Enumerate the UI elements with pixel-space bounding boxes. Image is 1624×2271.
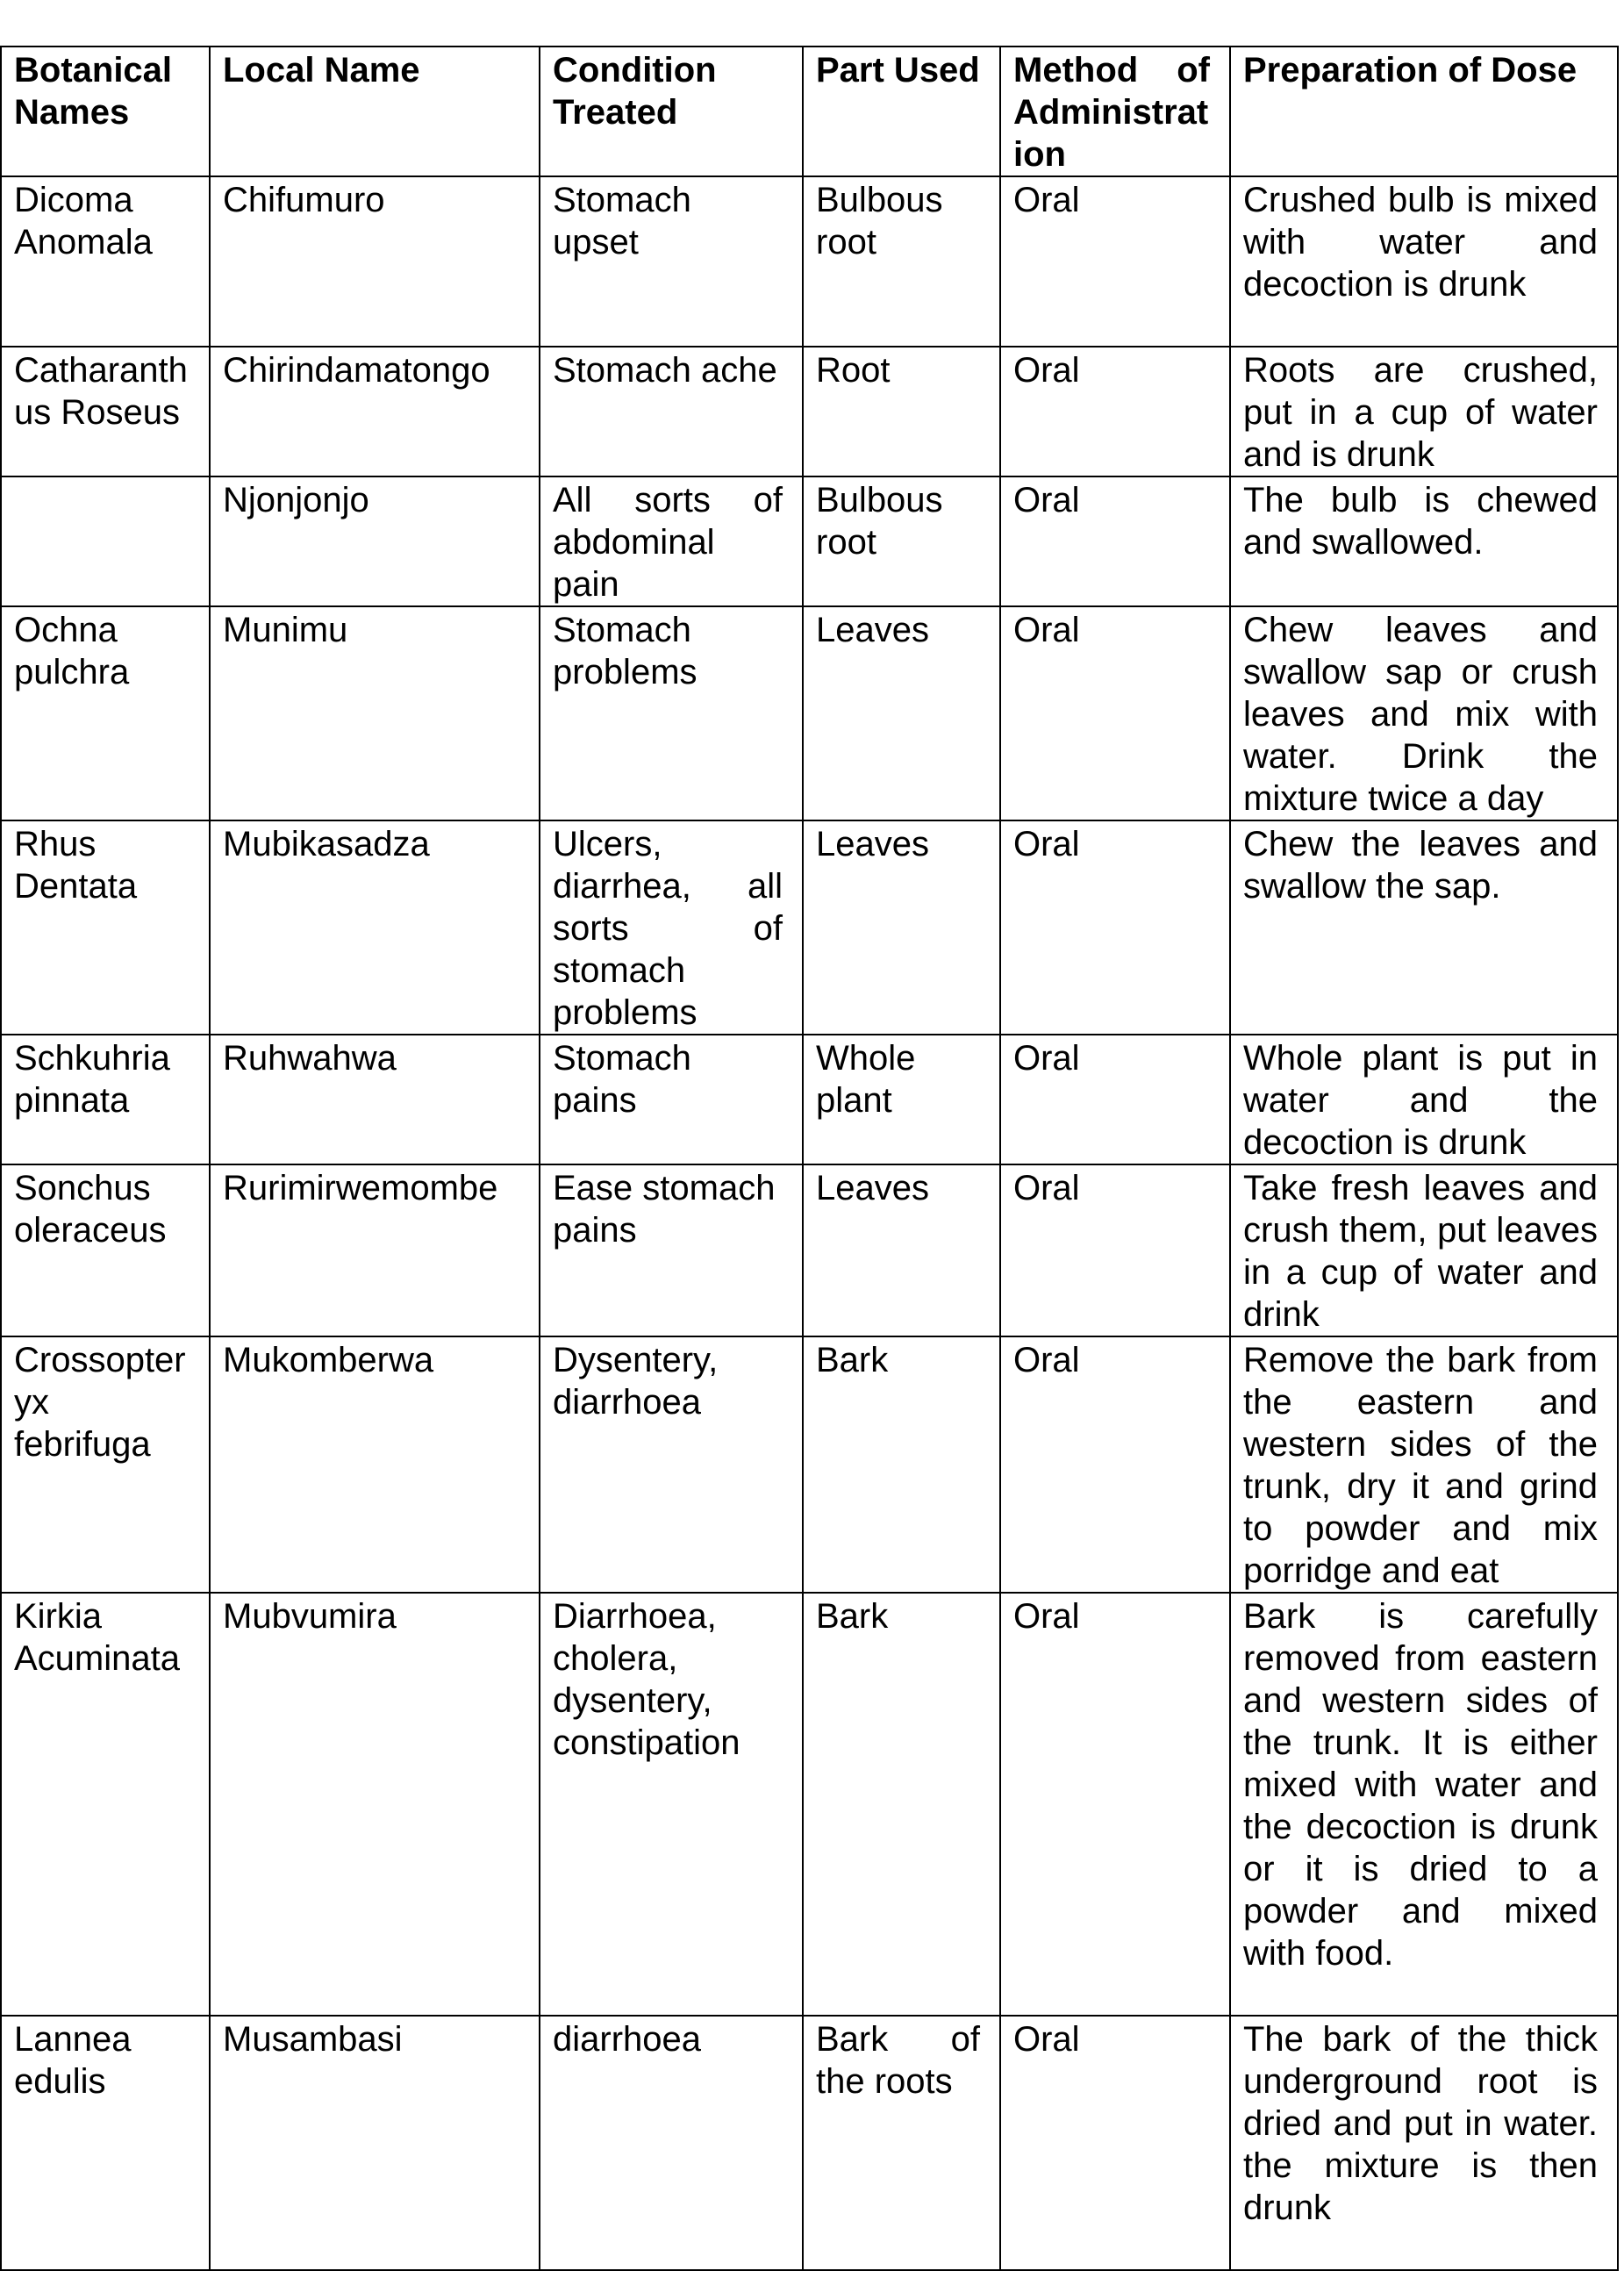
part-used-cell: Bark	[803, 1593, 1000, 2016]
part-used-cell: Bark	[803, 1336, 1000, 1593]
botanical-name-cell: Rhus Dentata	[1, 820, 210, 1035]
preparation-cell: Crushed bulb is mixed with water and decoction is drunk	[1230, 176, 1618, 347]
preparation-cell: Whole plant is put in water and the decoction is drunk	[1230, 1035, 1618, 1164]
local-name-cell: Mubvumira	[210, 1593, 540, 2016]
part-used-cell: Leaves	[803, 606, 1000, 820]
table-row	[1, 1593, 1618, 2016]
botanical-name-cell: Catharanthus Roseus	[1, 347, 210, 476]
botanical-name-cell: Lannea edulis	[1, 2016, 210, 2270]
condition-cell: diarrhoea	[540, 2016, 803, 2270]
preparation-cell: The bark of the thick underground root is dried and put in water. the mixture is then drunk	[1230, 2016, 1618, 2270]
local-name-cell: Chifumuro	[210, 176, 540, 347]
part-used-cell: Whole plant	[803, 1035, 1000, 1164]
preparation-cell: Chew leaves and swallow sap or crush leaves and mix with water. Drink the mixture twice a day	[1230, 606, 1618, 820]
local-name-cell: Munimu	[210, 606, 540, 820]
method-cell: Oral	[1000, 1593, 1230, 2016]
table-row	[1, 820, 1618, 1035]
local-name-cell: Mukomberwa	[210, 1336, 540, 1593]
local-name-cell: Njonjonjo	[210, 476, 540, 606]
header-botanical-names: Botanical Names	[1, 47, 210, 176]
condition-cell: Stomach upset	[540, 176, 803, 347]
condition-cell: Dysentery, diarrhoea	[540, 1336, 803, 1593]
local-name-cell: Ruhwahwa	[210, 1035, 540, 1164]
local-name-cell: Rurimirwemombe	[210, 1164, 540, 1336]
header-row	[1, 47, 1618, 176]
remedies-table	[0, 46, 1619, 2271]
part-used-cell: Root	[803, 347, 1000, 476]
method-cell: Oral	[1000, 1035, 1230, 1164]
table-row	[1, 1164, 1618, 1336]
preparation-cell: Take fresh leaves and crush them, put leaves in a cup of water and drink	[1230, 1164, 1618, 1336]
part-used-cell: Bulbous root	[803, 176, 1000, 347]
method-cell: Oral	[1000, 606, 1230, 820]
table-row	[1, 1336, 1618, 1593]
part-used-cell: Leaves	[803, 1164, 1000, 1336]
preparation-cell: Roots are crushed, put in a cup of water and is drunk	[1230, 347, 1618, 476]
botanical-name-cell: Dicoma Anomala	[1, 176, 210, 347]
condition-cell: Ease stomach pains	[540, 1164, 803, 1336]
header-preparation-of-dose: Preparation of Dose	[1230, 47, 1618, 176]
header-local-name: Local Name	[210, 47, 540, 176]
method-cell: Oral	[1000, 347, 1230, 476]
method-cell: Oral	[1000, 2016, 1230, 2270]
botanical-name-cell: Kirkia Acuminata	[1, 1593, 210, 2016]
table-row	[1, 347, 1618, 476]
botanical-name-cell: Ochna pulchra	[1, 606, 210, 820]
condition-cell: All sorts of abdominal pain	[540, 476, 803, 606]
method-cell: Oral	[1000, 820, 1230, 1035]
botanical-name-cell: Schkuhria pinnata	[1, 1035, 210, 1164]
condition-cell: Stomach ache	[540, 347, 803, 476]
condition-cell: Stomach pains	[540, 1035, 803, 1164]
part-used-cell: Bulbous root	[803, 476, 1000, 606]
botanical-name-cell: Crossopteryx febrifuga	[1, 1336, 210, 1593]
header-part-used: Part Used	[803, 47, 1000, 176]
method-cell: Oral	[1000, 476, 1230, 606]
preparation-cell: Bark is carefully removed from eastern and western sides of the trunk. It is either mixed with water and the decoction is drunk or it is dried to a powder and mixed with food.	[1230, 1593, 1618, 2016]
local-name-cell: Chirindamatongo	[210, 347, 540, 476]
table-row	[1, 2016, 1618, 2270]
condition-cell: Ulcers, diarrhea, all sorts of stomach problems	[540, 820, 803, 1035]
header-method-of-administration: Method of Administration	[1000, 47, 1230, 176]
local-name-cell: Mubikasadza	[210, 820, 540, 1035]
part-used-cell: Bark of the roots	[803, 2016, 1000, 2270]
table-row	[1, 606, 1618, 820]
preparation-cell: Chew the leaves and swallow the sap.	[1230, 820, 1618, 1035]
header-condition-treated: Condition Treated	[540, 47, 803, 176]
preparation-cell: The bulb is chewed and swallowed.	[1230, 476, 1618, 606]
method-cell: Oral	[1000, 1336, 1230, 1593]
botanical-name-cell: Sonchus oleraceus	[1, 1164, 210, 1336]
part-used-cell: Leaves	[803, 820, 1000, 1035]
method-cell: Oral	[1000, 1164, 1230, 1336]
condition-cell: Stomach problems	[540, 606, 803, 820]
botanical-name-cell	[1, 476, 210, 606]
preparation-cell: Remove the bark from the eastern and western sides of the trunk, dry it and grind to powder and mix porridge and eat	[1230, 1336, 1618, 1593]
table-row	[1, 176, 1618, 347]
method-cell: Oral	[1000, 176, 1230, 347]
condition-cell: Diarrhoea, cholera, dysentery, constipation	[540, 1593, 803, 2016]
table-row	[1, 1035, 1618, 1164]
table-row	[1, 476, 1618, 606]
local-name-cell: Musambasi	[210, 2016, 540, 2270]
